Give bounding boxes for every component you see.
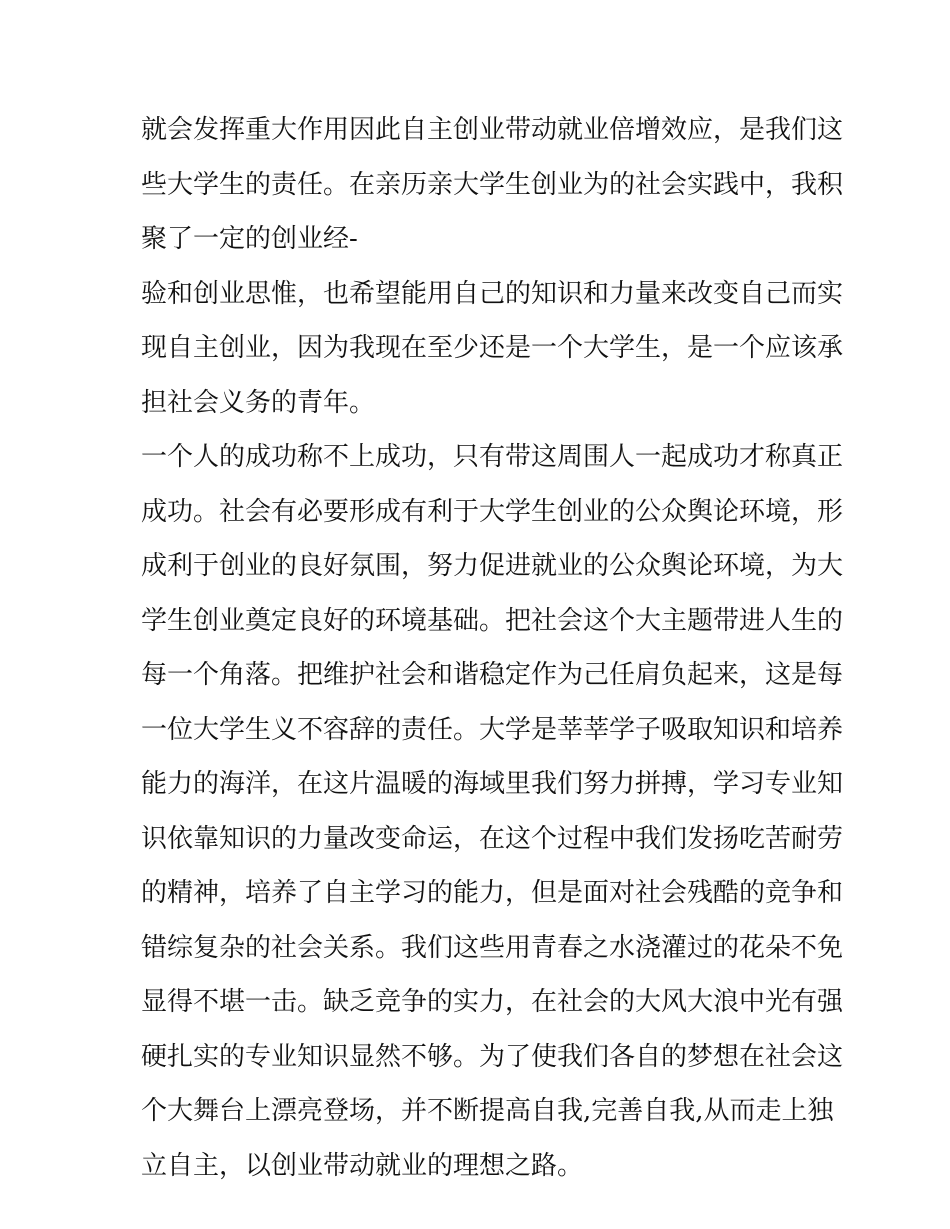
text-line: 学生创业奠定良好的环境基础。把社会这个大主题带进人生的 bbox=[141, 605, 844, 636]
document-body-text bbox=[141, 103, 844, 1193]
text-line: 成利于创业的良好氛围，努力促进就业的公众舆论环境，为大 bbox=[141, 551, 844, 581]
text-line: 担社会义务的青年。 bbox=[141, 387, 376, 418]
text-line: 就会发挥重大作用因此自主创业带动就业倍增效应，是我们这 bbox=[141, 115, 844, 145]
text-line: 每一个角落。把维护社会和谐稳定作为己任肩负起来，这是每 bbox=[141, 660, 844, 690]
text-line: 个大舞台上漂亮登场，并不断提高自我,完善自我,从而走上独 bbox=[141, 1096, 834, 1126]
text-line: 错综复杂的社会关系。我们这些用青春之水浇灌过的花朵不免 bbox=[141, 932, 844, 963]
text-line: 一个人的成功称不上成功，只有带这周围人一起成功才称真正 bbox=[141, 442, 844, 472]
text-line: 显得不堪一击。缺乏竞争的实力，在社会的大风大浪中光有强 bbox=[141, 987, 844, 1017]
text-line: 硬扎实的专业知识显然不够。为了使我们各自的梦想在社会这 bbox=[141, 1041, 844, 1072]
text-line: 一位大学生义不容辞的责任。大学是莘莘学子吸取知识和培养 bbox=[141, 714, 844, 745]
text-line: 成功。社会有必要形成有利于大学生创业的公众舆论环境，形 bbox=[141, 496, 844, 527]
text-line: 聚了一定的创业经- bbox=[141, 224, 358, 254]
text-line: 立自主，以创业带动就业的理想之路。 bbox=[141, 1150, 584, 1181]
text-line: 能力的海洋，在这片温暖的海域里我们努力拼搏，学习专业知 bbox=[141, 769, 844, 799]
text-line: 识依靠知识的力量改变命运，在这个过程中我们发扬吃苦耐劳 bbox=[141, 823, 844, 854]
text-line: 现自主创业，因为我现在至少还是一个大学生，是一个应该承 bbox=[141, 333, 844, 363]
text-line: 验和创业思惟，也希望能用自己的知识和力量来改变自己而实 bbox=[141, 278, 844, 309]
text-line: 些大学生的责任。在亲历亲大学生创业为的社会实践中，我积 bbox=[141, 169, 844, 200]
text-line: 的精神，培养了自主学习的能力，但是面对社会残酷的竞争和 bbox=[141, 878, 844, 908]
